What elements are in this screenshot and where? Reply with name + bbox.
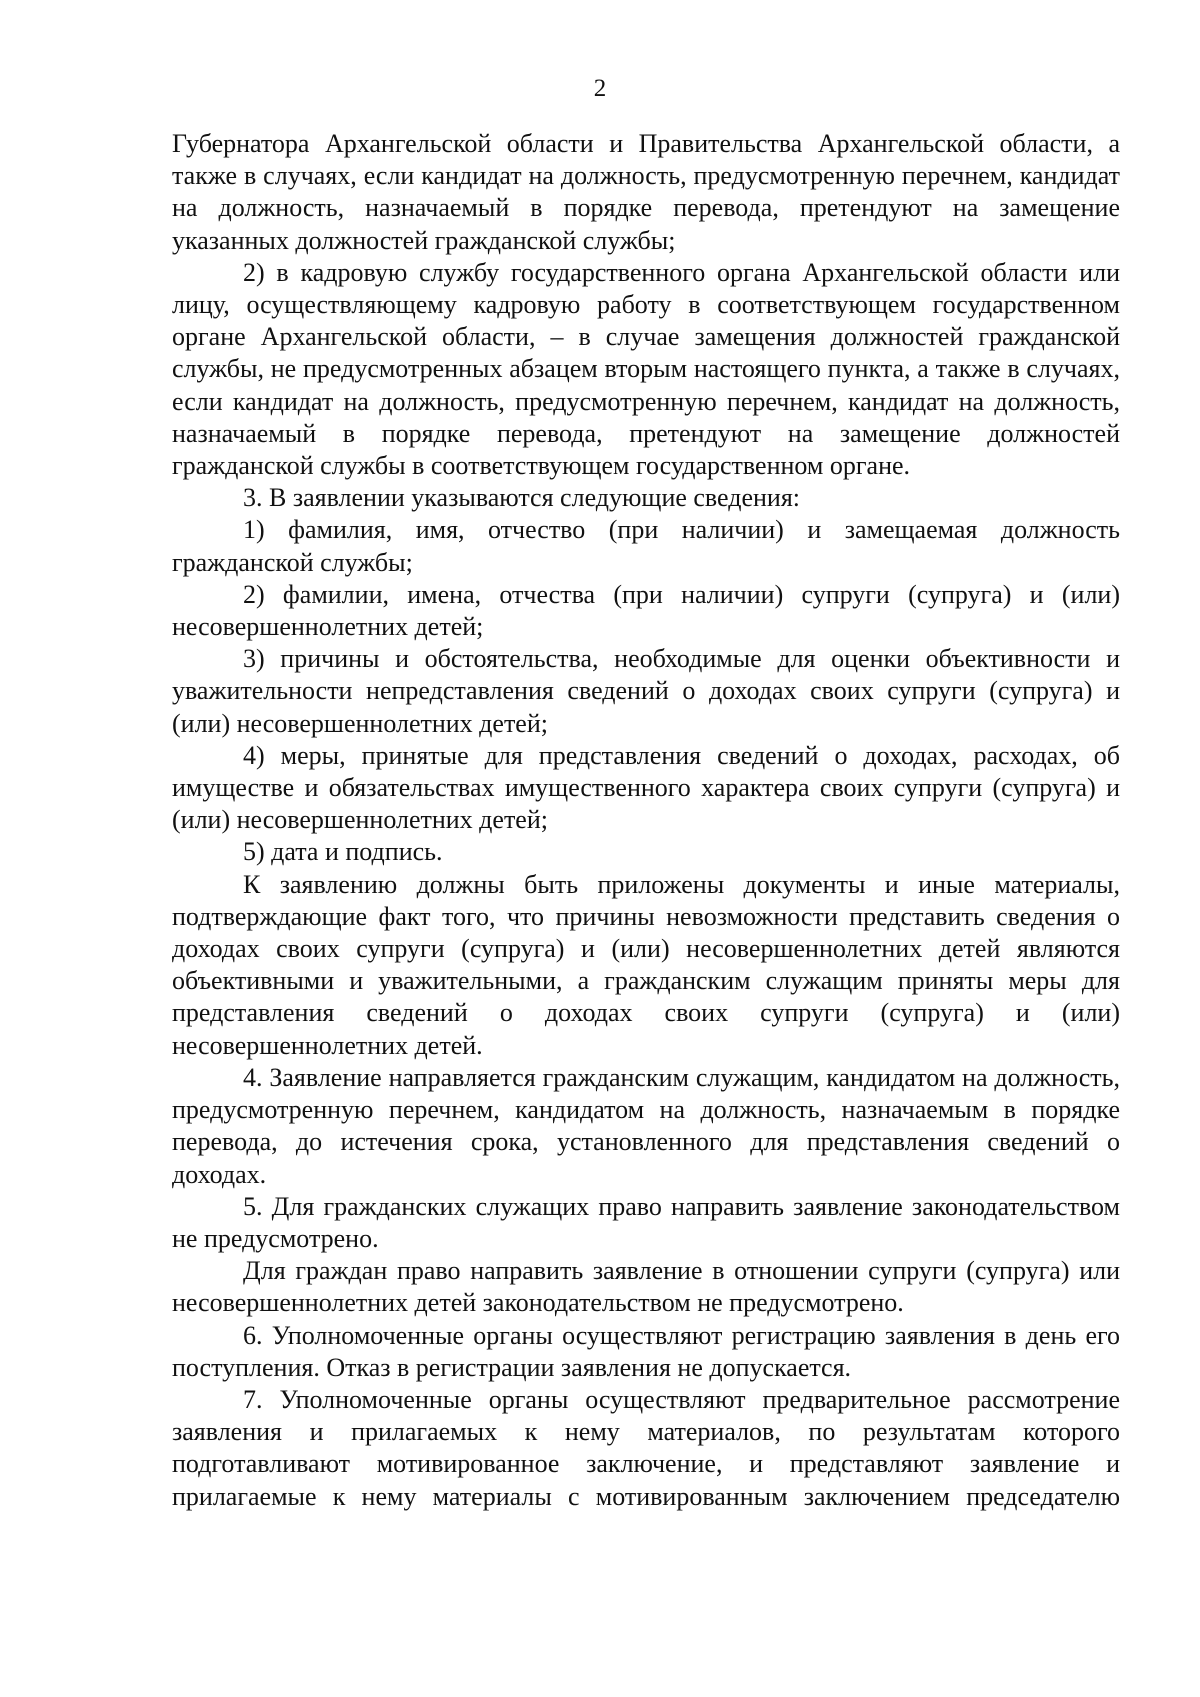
document-body xyxy=(172,128,1120,1513)
paragraph-section-7: 7. Уполномоченные органы осуществляют предварительное рассмотрение заявления и прилагаемых к нему материалов, по результатам которого подготавливают мотивированное заключение, и представляют заявление и прилагаемые к нему материалы с мотивированным заключением председателю xyxy=(172,1384,1120,1511)
paragraph-section-3-item-4: 4) меры, принятые для представления сведений о доходах, расходах, об имуществе и обязательствах имущественного характера своих супруги (супруга) и (или) несовершеннолетних детей; xyxy=(172,740,1120,835)
paragraph-section-5: 5. Для гражданских служащих право направить заявление законодательством не предусмотрено. xyxy=(172,1191,1120,1253)
paragraph-section-3-item-3: 3) причины и обстоятельства, необходимые для оценки объективности и уважительности непредставления сведений о доходах своих супруги (супруга) и (или) несовершеннолетних детей; xyxy=(172,644,1120,738)
paragraph-section-6: 6. Уполномоченные органы осуществляют регистрацию заявления в день его поступления. Отказ в регистрации заявления не допускается. xyxy=(172,1320,1120,1382)
paragraph-continuation: Губернатора Архангельской области и Правительства Архангельской области, а также в случаях, если кандидат на должность, предусмотренную перечнем, кандидат на должность, назначаемый в порядке перевода, претендуют на замещение указанных должностей гражданской службы; xyxy=(172,129,1120,255)
paragraph-item-2-cadre-service: 2) в кадровую службу государственного органа Архангельской области или лицу, осуществляющему кадровую работу в соответствующем государственном органе Архангельской области, – в случае замещения должностей гражданской службы, не предусмотренных абзацем вторым настоящего пункта, а также в случаях, если кандидат на должность, предусмотренную перечнем, кандидат на должность, назначаемый в порядке перевода, претендуют на замещение должностей гражданской службы в соответствующем государственном органе. xyxy=(172,257,1120,481)
paragraph-citizens: Для граждан право направить заявление в отношении супруги (супруга) или несовершеннолетних детей законодательством не предусмотрено. xyxy=(172,1256,1120,1318)
paragraph-attachments: К заявлению должны быть приложены документы и иные материалы, подтверждающие факт того, что причины невозможности представить сведения о доходах своих супруги (супруга) и (или) несовершеннолетних детей являются объективными и уважительными, а гражданским служащим приняты меры для представления сведений о доходах своих супруги (супруга) и (или) несовершеннолетних детей. xyxy=(172,869,1120,1060)
paragraph-section-3-item-5: 5) дата и подпись. xyxy=(243,837,443,867)
page-number: 2 xyxy=(593,75,607,102)
paragraph-section-3-item-2: 2) фамилии, имена, отчества (при наличии) супруги (супруга) и (или) несовершеннолетних детей; xyxy=(172,579,1120,642)
paragraph-section-4: 4. Заявление направляется гражданским служащим, кандидатом на должность, предусмотренную перечнем, кандидатом на должность, назначаемым в порядке перевода, до истечения срока, установленного для представления сведений о доходах. xyxy=(172,1062,1120,1189)
paragraph-section-3: 3. В заявлении указываются следующие сведения: xyxy=(243,483,801,513)
paragraph-section-3-item-1: 1) фамилия, имя, отчество (при наличии) и замещаемая должность гражданской службы; xyxy=(172,515,1120,577)
